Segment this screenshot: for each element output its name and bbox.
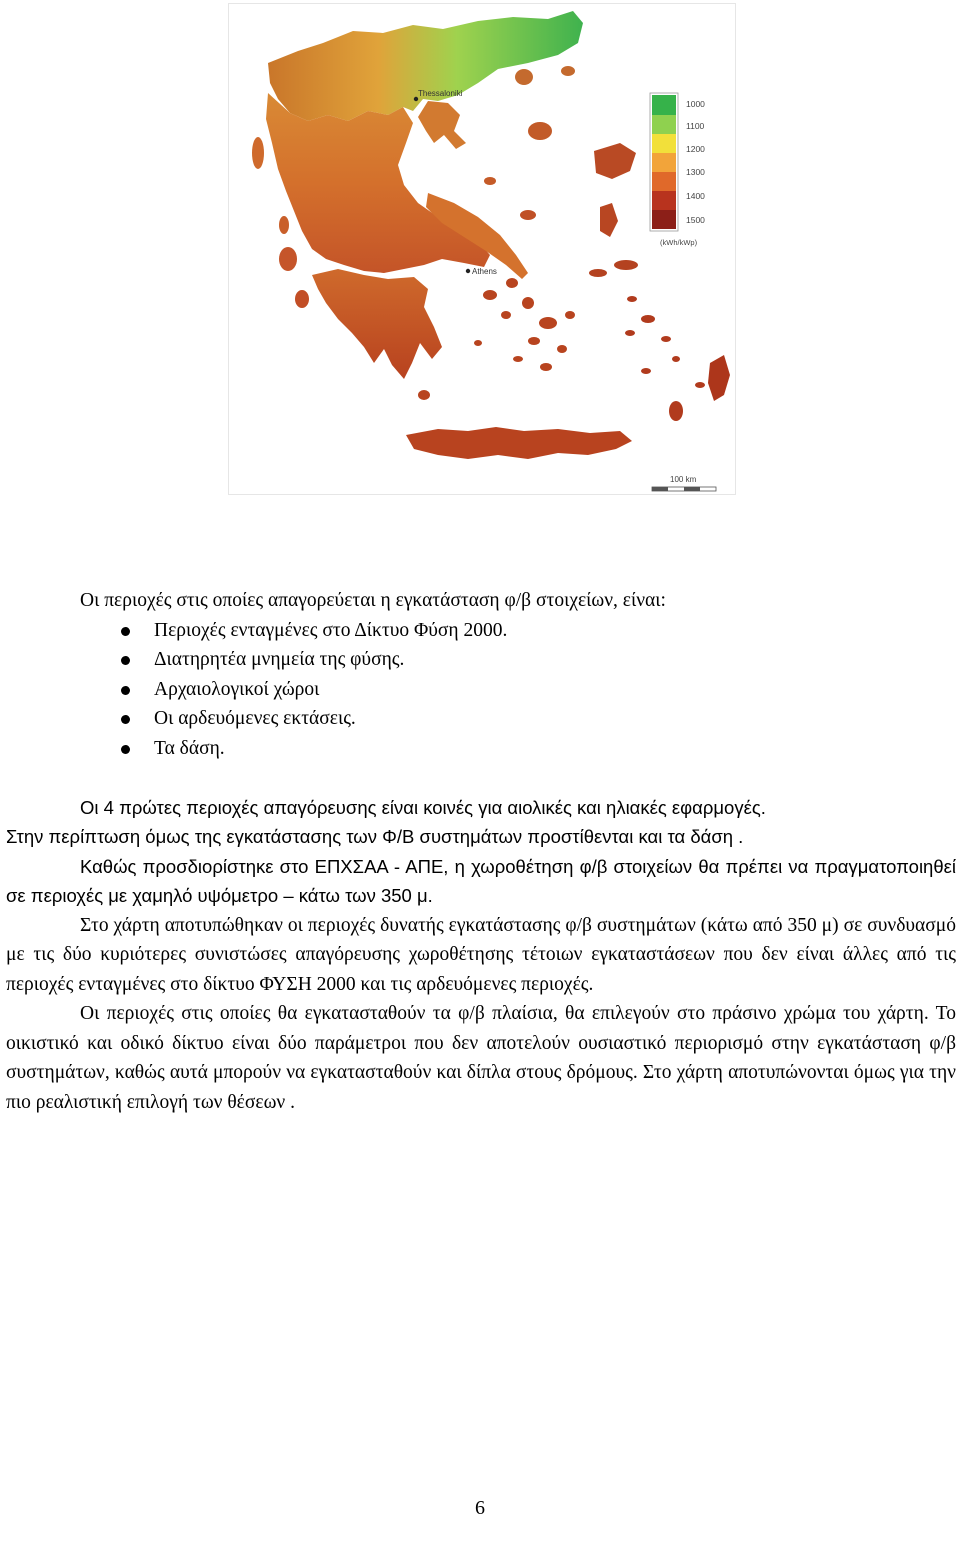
list-item bbox=[6, 704, 956, 734]
paragraph-2: Καθώς προσδιορίστηκε στο ΕΠΧΣΑΑ - ΑΠΕ, η χωροθέτηση φ/β στοιχείων θα πρέπει να πραγματοποιηθεί σε περιοχές με χαμηλό υψόμετρο – κάτω των 350 μ. bbox=[6, 855, 956, 906]
bullet-icon bbox=[121, 715, 130, 724]
legend-value-1400: 1400 bbox=[686, 191, 705, 201]
paragraph-1-line-2: Στην περίπτωση όμως της εγκατάστασης των Φ/Β συστημάτων προστίθενται και τα δάση . bbox=[6, 826, 744, 847]
sporades-island bbox=[484, 177, 496, 185]
intro-paragraph: Οι περιοχές στις οποίες απαγορεύεται η εγκατάσταση φ/β στοιχείων, είναι: bbox=[80, 590, 666, 611]
list-item-text: Αρχαιολογικοί χώροι bbox=[154, 678, 320, 700]
thasos-island bbox=[515, 69, 533, 85]
legend-value-1200: 1200 bbox=[686, 144, 705, 154]
scale-label: 100 km bbox=[670, 475, 697, 484]
list-item bbox=[6, 675, 956, 705]
list-item bbox=[6, 616, 956, 646]
spacer bbox=[6, 763, 956, 793]
list-item bbox=[6, 645, 956, 675]
solar-map bbox=[228, 3, 736, 495]
athens-marker bbox=[466, 269, 470, 273]
legend-value-1500: 1500 bbox=[686, 215, 705, 225]
list-item-text: Διατηρητέα μνημεία της φύσης. bbox=[154, 649, 405, 670]
list-item-text: Περιοχές ενταγμένες στο Δίκτυο Φύση 2000. bbox=[154, 619, 508, 641]
corfu-island bbox=[252, 137, 264, 169]
list-item bbox=[6, 734, 956, 764]
prohibited-areas-list bbox=[6, 616, 956, 764]
kefalonia-island bbox=[279, 247, 297, 271]
bullet-icon bbox=[121, 627, 130, 636]
list-item-text: Τα δάση. bbox=[154, 737, 225, 759]
legend-value-1000: 1000 bbox=[686, 99, 705, 109]
paragraph-1-line-1: Οι 4 πρώτες περιοχές απαγόρευσης είναι κοινές για αιολικές και ηλιακές εφαρμογές. bbox=[80, 796, 766, 818]
page-number: 6 bbox=[475, 1497, 485, 1519]
limnos-island bbox=[528, 122, 552, 140]
legend-value-1300: 1300 bbox=[686, 167, 705, 177]
zakynthos-island bbox=[295, 290, 309, 308]
bullet-icon bbox=[121, 656, 130, 665]
legend-unit: (kWh/kWp) bbox=[660, 238, 698, 247]
bullet-icon bbox=[121, 686, 130, 695]
bullet-icon bbox=[121, 745, 130, 754]
list-item-text: Οι αρδευόμενες εκτάσεις. bbox=[154, 708, 356, 729]
kythira-island bbox=[418, 390, 430, 400]
lefkada-island bbox=[279, 216, 289, 234]
body-text bbox=[6, 586, 956, 1117]
skyros-island bbox=[520, 210, 536, 220]
legend-value-1100: 1100 bbox=[686, 121, 705, 131]
thessaloniki-label: Thessaloniki bbox=[418, 89, 463, 98]
paragraph-3: Στο χάρτη αποτυπώθηκαν οι περιοχές δυνατής εγκατάστασης φ/β συστημάτων (κάτω από 350 μ) σε συνδυασμό με τις δύο κυριότερες συνιστώσες απαγόρευσης χωροθέτησης τέτοιων εγκαταστάσεων που δεν είναι άλλες από τις περιοχές ενταγμένες στο δίκτυο ΦΥΣΗ 2000 και τις αρδευόμενες περιοχές. bbox=[6, 914, 956, 995]
solar-map-figure bbox=[228, 3, 736, 495]
athens-label: Athens bbox=[472, 267, 497, 276]
samothrace-island bbox=[561, 66, 575, 76]
samos-island bbox=[614, 260, 638, 270]
ikaria-island bbox=[589, 269, 607, 277]
paragraph-4: Οι περιοχές στις οποίες θα εγκατασταθούν τα φ/β πλαίσια, θα επιλεγούν στο πράσινο χρώμα του χάρτη. Το οικιστικό και οδικό δίκτυο είναι δύο παράμετροι που δεν αποτελούν ουσιαστικό περιορισμό στην εγκατάσταση φ/β συστημάτων, καθώς αυτά μπορούν να εγκατασταθούν και δίπλα στους δρόμους. Στο χάρτη αποτυπώνονται όμως για την πιο ρεαλιστική επιλογή των θέσεων . bbox=[6, 1003, 956, 1113]
